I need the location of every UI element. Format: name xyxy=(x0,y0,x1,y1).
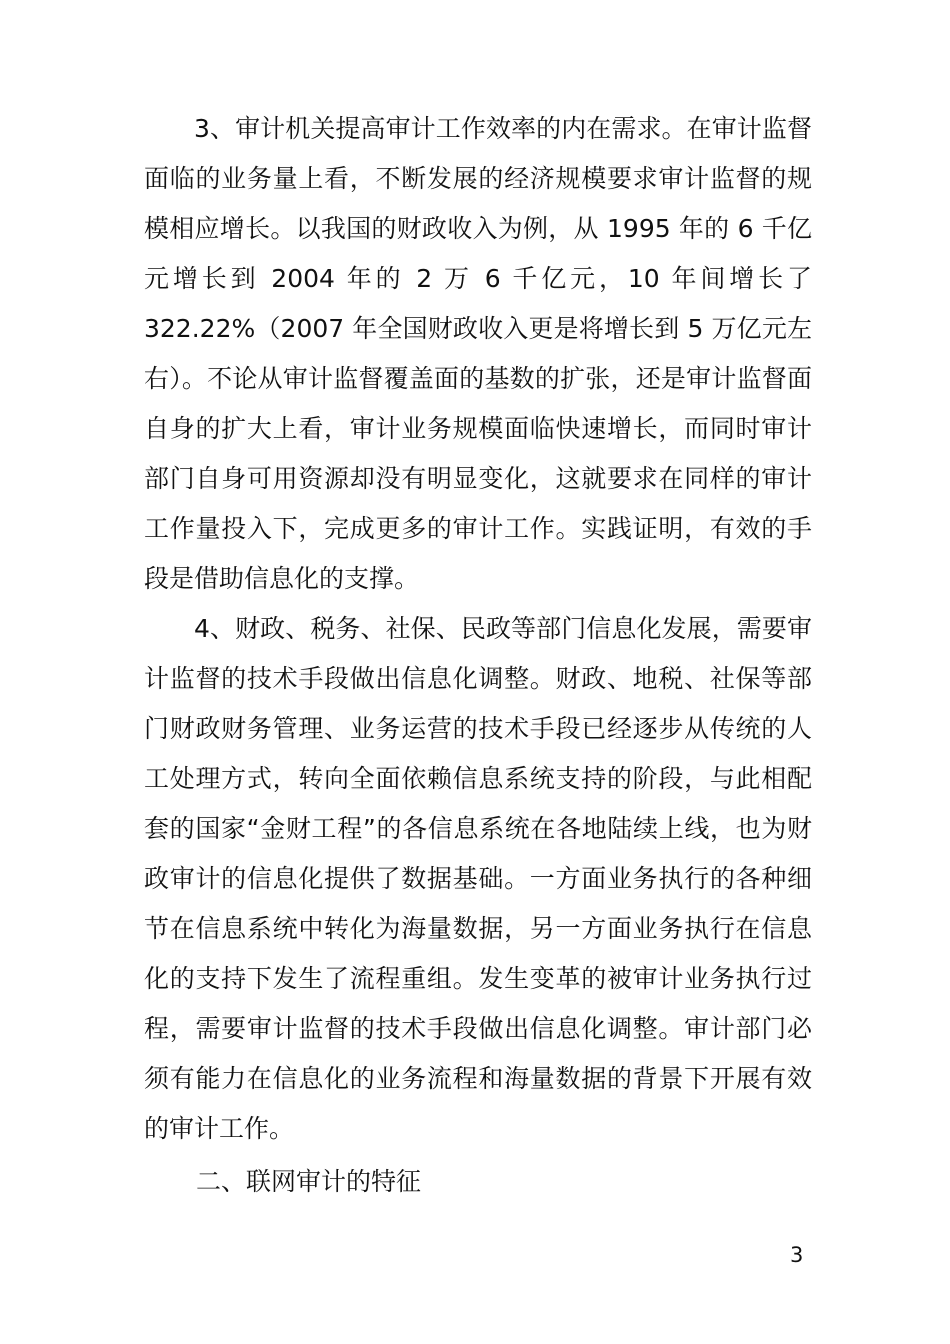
page-number: 3 xyxy=(790,1243,804,1267)
paragraph-informatization-adjustment: 4、财政、税务、社保、民政等部门信息化发展，需要审计监督的技术手段做出信息化调整。财政、地税、社保等部门财政财务管理、业务运营的技术手段已经逐步从传统的人工处理方式，转向全面依赖信息系统支持的阶段，与此相配套的国家“金财工程”的各信息系统在各地陆续上线，也为财政审计的信息化提供了数据基础。一方面业务执行的各种细节在信息系统中转化为海量数据，另一方面业务执行在信息化的支持下发生了流程重组。发生变革的被审计业务执行过程，需要审计监督的技术手段做出信息化调整。审计部门必须有能力在信息化的业务流程和海量数据的背景下开展有效的审计工作。 xyxy=(144,614,812,1143)
paragraph-efficiency-demand: 3、审计机关提高审计工作效率的内在需求。在审计监督面临的业务量上看，不断发展的经济规模要求审计监督的规模相应增长。以我国的财政收入为例，从 1995 年的 6 千亿元增长到 2004 年的 2 万 6 千亿元，10 年间增长了 322.22%（2007 年全国财政收入更是将增长到 5 万亿元左右）。不论从审计监督覆盖面的基数的扩张，还是审计监督面自身的扩大上看，审计业务规模面临快速增长，而同时审计部门自身可用资源却没有明显变化，这就要求在同样的审计工作量投入下，完成更多的审计工作。实践证明，有效的手段是借助信息化的支撑。 xyxy=(144,114,812,593)
document-body xyxy=(144,104,812,1207)
section-heading: 二、联网审计的特征 xyxy=(196,1167,422,1196)
